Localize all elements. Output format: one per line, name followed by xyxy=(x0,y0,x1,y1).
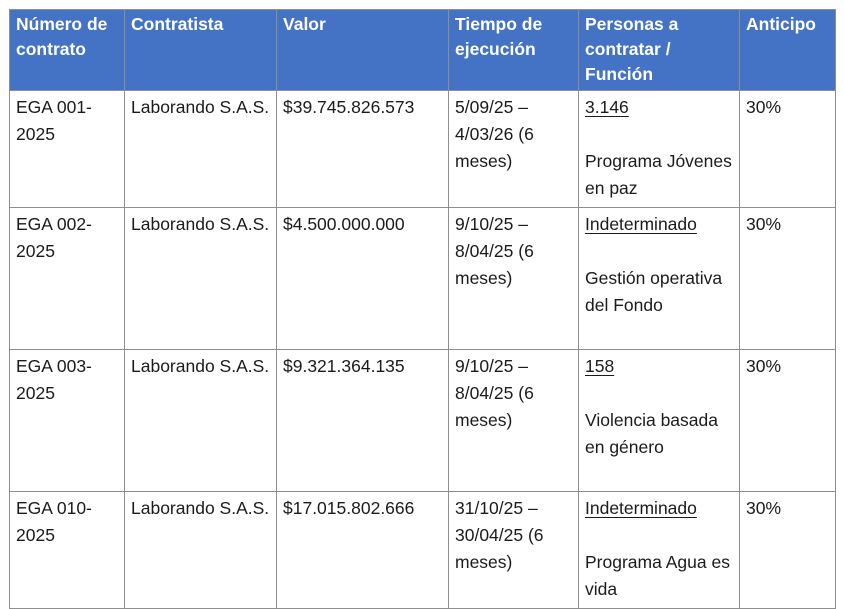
personas-count: Indeterminado xyxy=(585,498,697,518)
funcion-label: Programa Jóvenes en paz xyxy=(585,151,732,198)
cell-personas-funcion xyxy=(579,350,740,492)
table-row xyxy=(10,350,836,492)
cell-tiempo: 5/09/25 – 4/03/26 (6 meses) xyxy=(449,91,579,208)
cell-personas-funcion xyxy=(579,91,740,208)
cell-valor: $4.500.000.000 xyxy=(277,208,449,350)
cell-anticipo: 30% xyxy=(740,91,836,208)
table-row xyxy=(10,492,836,609)
cell-contrato: EGA 002-2025 xyxy=(10,208,125,350)
cell-contrato: EGA 001-2025 xyxy=(10,91,125,208)
cell-tiempo: 9/10/25 – 8/04/25 (6 meses) xyxy=(449,208,579,350)
header-valor: Valor xyxy=(277,10,449,91)
table-row xyxy=(10,208,836,350)
header-numero-contrato: Número de contrato xyxy=(10,10,125,91)
cell-tiempo: 9/10/25 – 8/04/25 (6 meses) xyxy=(449,350,579,492)
cell-anticipo: 30% xyxy=(740,350,836,492)
contracts-table xyxy=(9,9,836,609)
personas-count: 3.146 xyxy=(585,97,629,117)
cell-personas-funcion xyxy=(579,492,740,609)
cell-contratista: Laborando S.A.S. xyxy=(125,91,277,208)
funcion-label: Programa Agua es vida xyxy=(585,552,730,599)
table-row xyxy=(10,91,836,208)
personas-count: 158 xyxy=(585,356,615,376)
cell-tiempo: 31/10/25 – 30/04/25 (6 meses) xyxy=(449,492,579,609)
cell-contratista: Laborando S.A.S. xyxy=(125,208,277,350)
cell-contratista: Laborando S.A.S. xyxy=(125,350,277,492)
cell-contratista: Laborando S.A.S. xyxy=(125,492,277,609)
cell-valor: $17.015.802.666 xyxy=(277,492,449,609)
cell-contrato: EGA 003-2025 xyxy=(10,350,125,492)
cell-anticipo: 30% xyxy=(740,492,836,609)
header-anticipo: Anticipo xyxy=(740,10,836,91)
header-personas-funcion: Personas a contratar / Función xyxy=(579,10,740,91)
cell-valor: $9.321.364.135 xyxy=(277,350,449,492)
cell-valor: $39.745.826.573 xyxy=(277,91,449,208)
header-row xyxy=(10,10,836,91)
cell-personas-funcion xyxy=(579,208,740,350)
personas-count: Indeterminado xyxy=(585,214,697,234)
header-tiempo-ejecucion: Tiempo de ejecución xyxy=(449,10,579,91)
header-contratista: Contratista xyxy=(125,10,277,91)
cell-contrato: EGA 010-2025 xyxy=(10,492,125,609)
funcion-label: Violencia basada en género xyxy=(585,410,718,457)
funcion-label: Gestión operativa del Fondo xyxy=(585,268,723,315)
cell-anticipo: 30% xyxy=(740,208,836,350)
